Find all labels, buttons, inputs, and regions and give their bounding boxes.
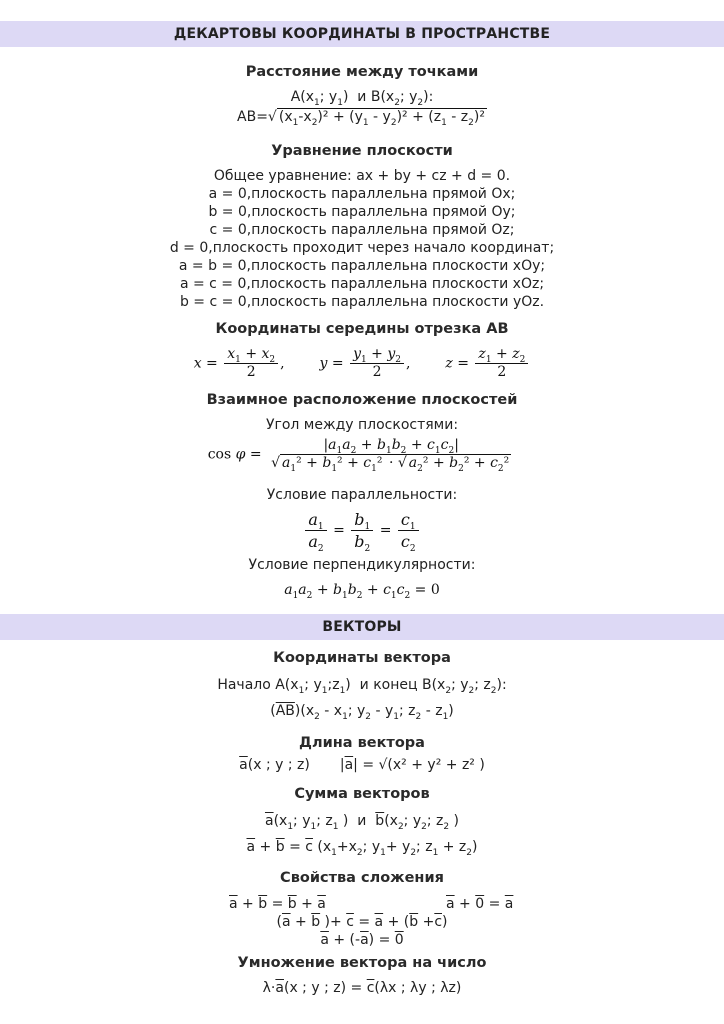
props-line1a: $\overline{a} + \overline{b} = \overline{b} + \overline{a}$ — [229, 896, 326, 912]
midpoint-formula: x = $\frac{x_1 + x_2}{2}$ , y = $\frac{y_1 + y_2}{2}$ , z = $\frac{z_1 + z_2}{2}$ — [0, 346, 724, 381]
plane-line: c = 0,плоскость параллельна прямой Oz; — [209, 222, 515, 238]
plane-line: b = 0,плоскость параллельна прямой Oy; — [208, 204, 516, 220]
sum-heading: Сумма векторов — [294, 786, 430, 802]
plane-line: a = c = 0,плоскость параллельна плоскости xOz; — [179, 276, 545, 292]
plane-line: d = 0,плоскость проходит через начало координат; — [169, 240, 555, 256]
distance-points-line: $A(x_1$; $y_1$) и $B(x_2$; $y_2$): — [290, 89, 434, 108]
plane-lines — [0, 167, 724, 311]
props-line3: $\overline{a} + (-\overline{a}) = 0$ — [320, 932, 404, 948]
vector-coords-heading: Координаты вектора — [273, 650, 451, 666]
section-band-coordinates — [0, 21, 724, 47]
mult-formula: $\lambda\cdot\overline{a}(x$ ; y ; $z) = \overline{c}(\lambda x$ ; λy ; λz) — [262, 980, 462, 996]
props-line2: ($\overline{a} + \overline{b}$ )+ $\overline{c} = \overline{a} + (\overline{b} +\overline{c})$ — [276, 914, 448, 930]
section-band-vectors — [0, 614, 724, 640]
length-formula: $\overline{a}(x$ ; y ; z) $|\overline{a}| = √(x^2 + y^2 + z^2$ ) — [239, 757, 485, 773]
distance-heading: Расстояние между точками — [245, 64, 479, 80]
angle-formula: cos φ = $\frac{|a_1a_2 + b_1b_2 + c_1c_2|}{√ a_1^2 + b_1^2 + c_1^2 \cdot √ a_2^2 + b_2^2 + c_2^2}$ — [207, 437, 510, 474]
parallel-formula: $\frac{a_1}{a_2}$ = $\frac{b_1}{b_2}$ = $\frac{c_1}{c_2}$ — [0, 509, 724, 552]
parallel-label: Условие параллельности: — [266, 487, 458, 503]
plane-line: a = b = 0,плоскость параллельна плоскости xOy; — [178, 258, 546, 274]
vector-coords-line1: Начало $A(x_1$; $y_1;z_1$) и конец $B(x_2$; $y_2$; $z_2$): — [217, 677, 507, 696]
mutual-heading: Взаимное расположение плоскостей — [206, 392, 518, 408]
midpoint-heading: Координаты середины отрезка AB — [215, 321, 509, 337]
vector-coords-line2: $(\overline{AB})(x_2 - x_1$; $y_2 - y_1$; $z_2 - z_1$) — [270, 703, 454, 722]
sum-line1: $\overline{a}(x_1$; $y_1$; $z_1$ ) и $\overline{b}(x_2$; $y_2$; $z_2$ ) — [264, 813, 460, 832]
section-title: ВЕКТОРЫ — [322, 619, 402, 635]
props-line1b: $\overline{a} + 0 = \overline{a}$ — [446, 896, 514, 912]
section-title: ДЕКАРТОВЫ КООРДИНАТЫ В ПРОСТРАНСТВЕ — [173, 26, 551, 42]
sum-line2: $\overline{a} + \overline{b} = \overline{c}$ ($x_1+x_2$; $y_1+ y_2$; $z_1 + z_2$) — [246, 839, 478, 858]
plane-line: a = 0,плоскость параллельна прямой Ox; — [208, 186, 516, 202]
angle-label: Угол между плоскостями: — [265, 417, 459, 433]
distance-formula: AB=√ $(x_1-x_2)^2 + (y_1 - y_2)^2 + (z_1 - z_2)^2$ — [237, 109, 485, 128]
plane-line: Общее уравнение: ax + by + cz + d = 0. — [213, 168, 511, 184]
plane-line: b = c = 0,плоскость параллельна плоскости yOz. — [179, 294, 545, 310]
plane-heading: Уравнение плоскости — [271, 143, 453, 159]
props-heading: Свойства сложения — [280, 870, 444, 886]
perp-formula: $a_1a_2 + b_1b_2 + c_1c_2 = 0$ — [284, 582, 440, 601]
mult-heading: Умножение вектора на число — [237, 955, 487, 971]
length-heading: Длина вектора — [299, 735, 425, 751]
perp-label: Условие перпендикулярности: — [248, 557, 476, 573]
